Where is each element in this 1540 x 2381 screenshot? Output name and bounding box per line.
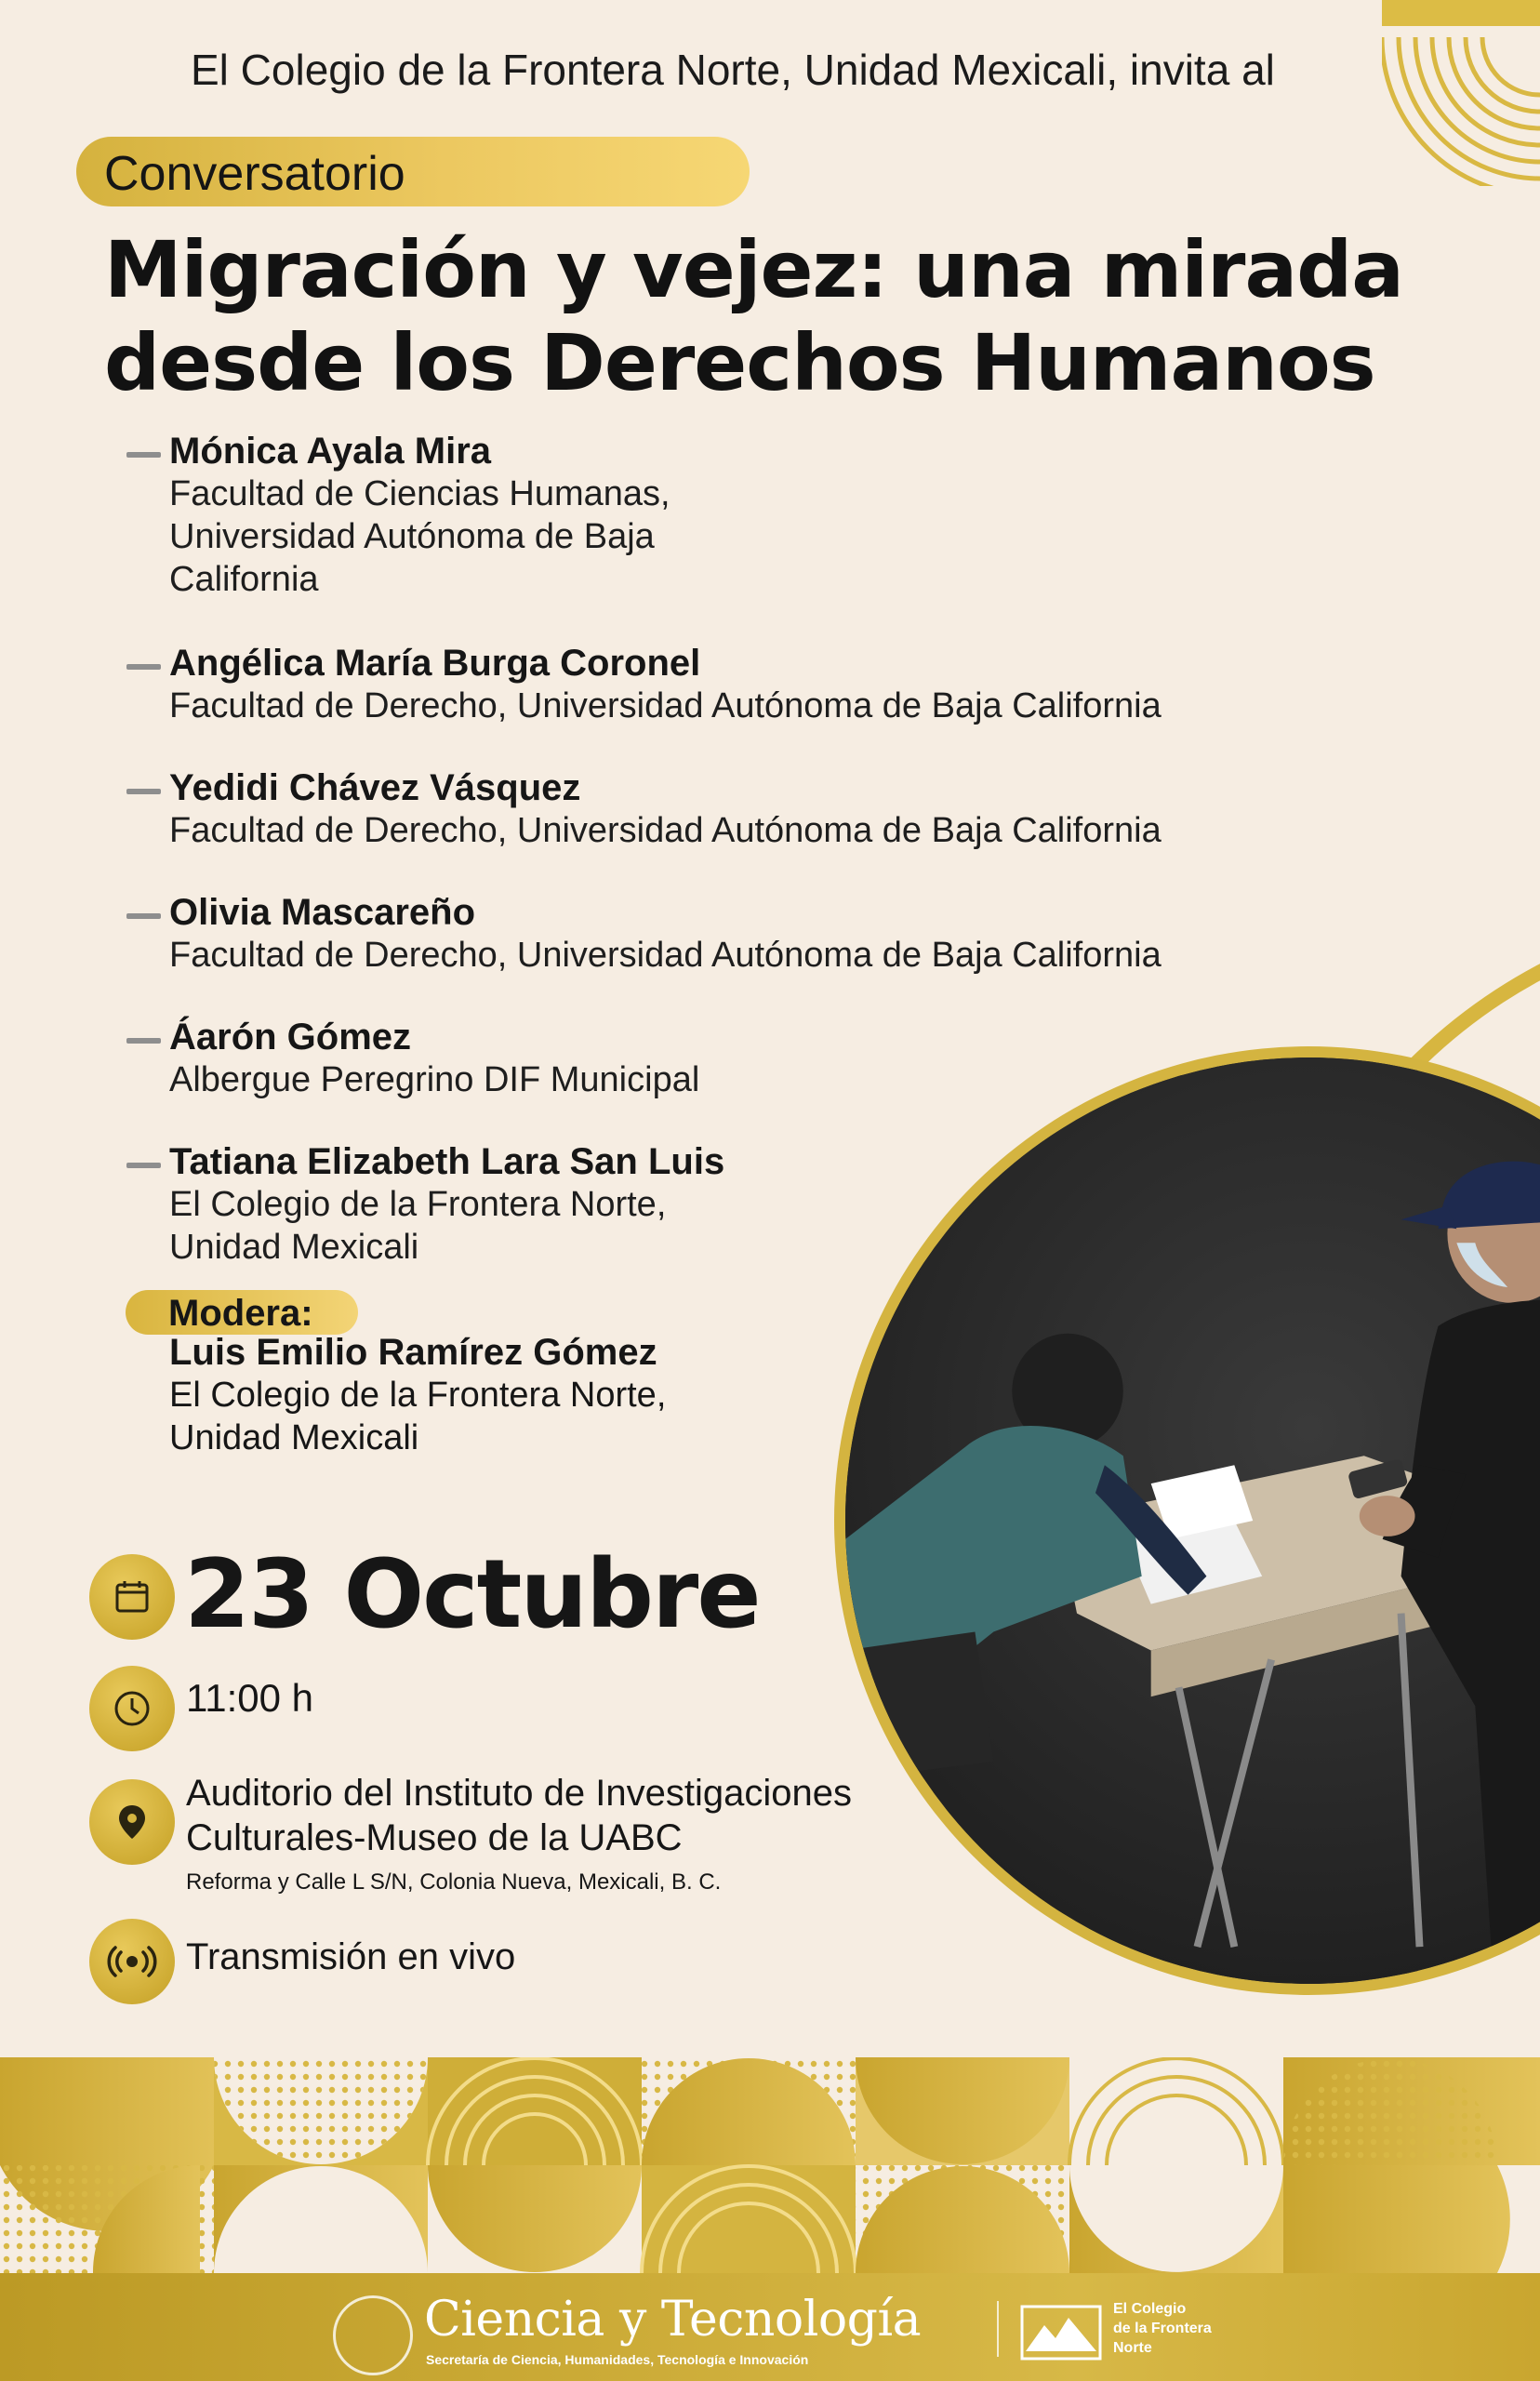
- venue-line-2: Culturales-Museo de la UABC: [186, 1817, 683, 1858]
- moderator-name: Luis Emilio Ramírez Gómez: [169, 1332, 657, 1373]
- speaker-name: Mónica Ayala Mira: [169, 431, 492, 472]
- event-time: 11:00 h: [186, 1676, 314, 1720]
- dash-marker: [126, 1038, 161, 1044]
- speaker-affiliation: Facultad de Derecho, Universidad Autónoma de Baja California: [169, 686, 1162, 725]
- speaker-affiliation: Albergue Peregrino DIF Municipal: [169, 1060, 700, 1099]
- ciencia-tecnologia-logo-text: Ciencia y Tecnología: [424, 2292, 922, 2348]
- event-type-label: Conversatorio: [104, 147, 405, 201]
- dash-marker: [126, 789, 161, 794]
- geometric-pattern-band: [0, 2057, 1540, 2273]
- corner-arcs-decoration: [1382, 0, 1540, 186]
- clock-icon: [89, 1666, 175, 1751]
- moderator-affiliation-line-2: Unidad Mexicali: [169, 1418, 419, 1457]
- speaker-name: Tatiana Elizabeth Lara San Luis: [169, 1141, 725, 1182]
- invite-text: El Colegio de la Frontera Norte, Unidad Mexicali, invita al: [191, 46, 1275, 94]
- colef-logo-text: [1113, 2299, 1225, 2358]
- speaker-item: [0, 430, 1023, 601]
- event-date: 23 Octubre: [184, 1539, 760, 1650]
- title-line-1: Migración y vejez: una mirada: [104, 224, 1403, 315]
- speaker-item: [0, 891, 1162, 977]
- colef-logo: [1020, 2305, 1102, 2361]
- moderator-affiliation-line-1: El Colegio de la Frontera Norte,: [169, 1376, 667, 1415]
- colef-line-3: Norte: [1113, 2340, 1152, 2356]
- location-pin-icon: [89, 1779, 175, 1865]
- venue-line-1: Auditorio del Instituto de Investigaciones: [186, 1773, 852, 1814]
- moderator-label: Modera:: [168, 1293, 313, 1334]
- event-address: Reforma y Calle L S/N, Colonia Nueva, Mexicali, B. C.: [186, 1869, 722, 1895]
- ciencia-tecnologia-subtitle: Secretaría de Ciencia, Humanidades, Tecnología e Innovación: [426, 2352, 809, 2367]
- event-type-pill: [76, 137, 750, 206]
- speaker-affiliation: Facultad de Derecho, Universidad Autónoma de Baja California: [169, 811, 1162, 850]
- event-title: [104, 223, 1425, 409]
- calendar-icon: [89, 1554, 175, 1640]
- colef-line-2: de la Frontera: [1113, 2321, 1212, 2336]
- speaker-name: Olivia Mascareño: [169, 892, 476, 933]
- dash-marker: [126, 913, 161, 919]
- event-venue: [186, 1771, 986, 1860]
- speaker-item: [0, 1140, 1023, 1269]
- speaker-affiliation-line-2: Unidad Mexicali: [169, 1228, 419, 1267]
- broadcast-icon: [89, 1919, 175, 2004]
- colef-line-1: El Colegio: [1113, 2301, 1187, 2317]
- speaker-list: [0, 430, 1162, 1310]
- dash-marker: [126, 452, 161, 458]
- speaker-affiliation-line-1: El Colegio de la Frontera Norte,: [169, 1185, 667, 1224]
- speaker-name: Angélica María Burga Coronel: [169, 643, 701, 684]
- speaker-item: [0, 766, 1162, 852]
- live-stream-text: Transmisión en vivo: [186, 1936, 516, 1977]
- footer-divider: [997, 2301, 999, 2357]
- government-seal-logo: [333, 2295, 413, 2375]
- moderator-pill: [126, 1290, 358, 1335]
- speaker-name: Yedidi Chávez Vásquez: [169, 767, 581, 808]
- speaker-item: [0, 642, 1162, 727]
- dash-marker: [126, 664, 161, 670]
- speaker-item: [0, 1016, 1023, 1101]
- speaker-affiliation: Facultad de Ciencias Humanas, Universidad Autónoma de Baja California: [169, 474, 670, 599]
- speaker-name: Áarón Gómez: [169, 1017, 412, 1057]
- title-line-2: desde los Derechos Humanos: [104, 317, 1375, 408]
- dash-marker: [126, 1163, 161, 1168]
- speaker-affiliation: Facultad de Derecho, Universidad Autónoma de Baja California: [169, 936, 1162, 975]
